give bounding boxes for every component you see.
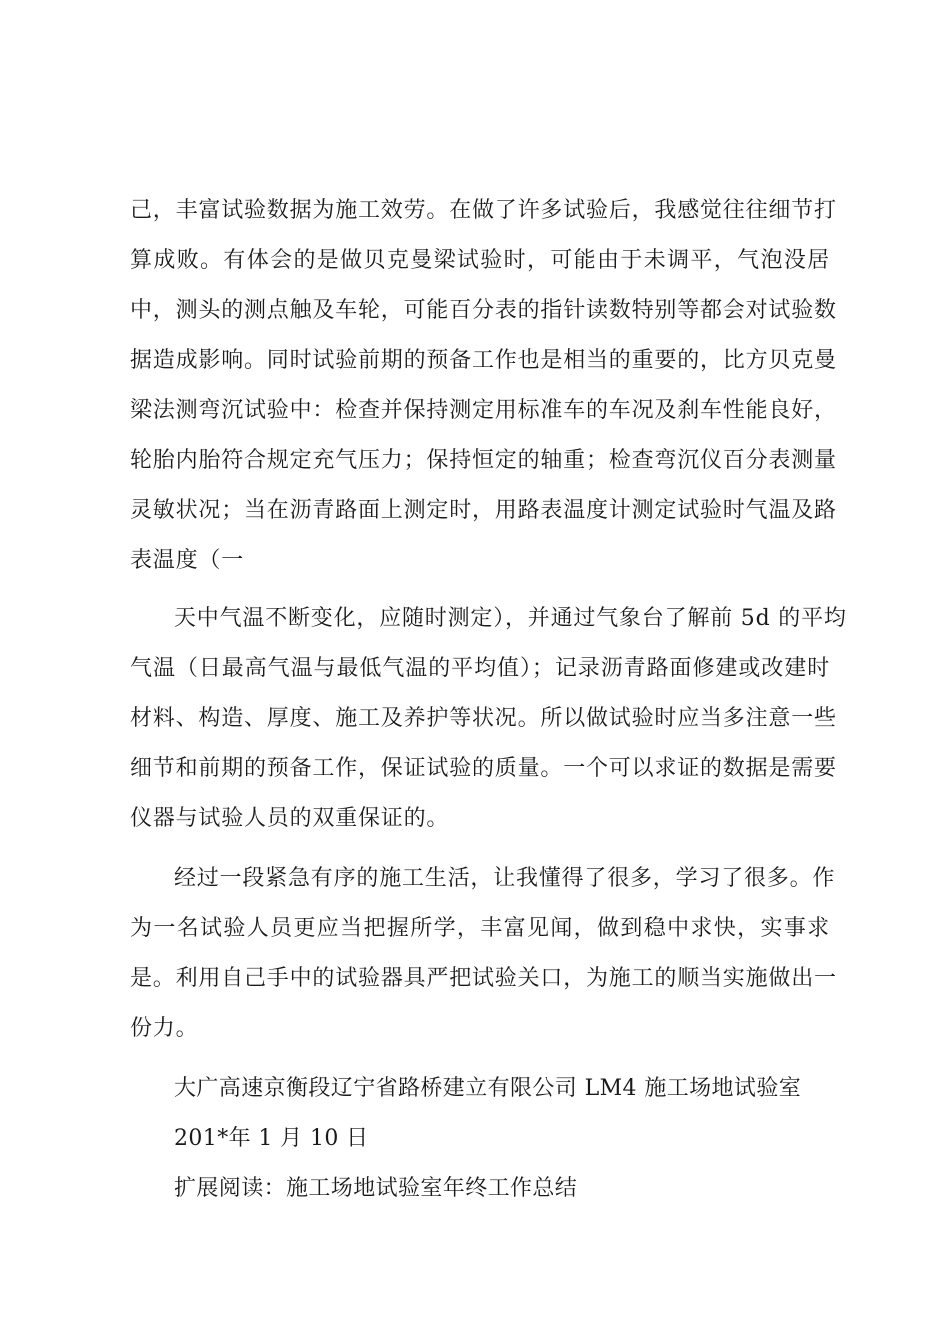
paragraph-line: 表温度（一 [130, 548, 245, 573]
document-date: 201*年 1 月 10 日 [174, 1126, 369, 1151]
paragraph-line: 据造成影响。同时试验前期的预备工作也是相当的重要的，比方贝克曼 [130, 348, 837, 373]
signature-block [130, 1064, 830, 1214]
paragraph-line: 材料、构造、厚度、施工及养护等状况。所以做试验时应当多注意一些 [130, 706, 837, 731]
paragraph-line: 算成败。有体会的是做贝克曼梁试验时，可能由于未调平，气泡没居 [130, 248, 830, 273]
paragraph-line: 轮胎内胎符合规定充气压力；保持恒定的轴重；检查弯沉仪百分表测量 [130, 448, 837, 473]
paragraph-line: 经过一段紧急有序的施工生活，让我懂得了很多，学习了很多。作 [174, 866, 836, 891]
paragraph-3 [130, 854, 837, 1054]
document-body [130, 186, 847, 1214]
paragraph-line: 是。利用自己手中的试验器具严把试验关口，为施工的顺当实施做出一 [130, 966, 837, 991]
paragraph-line: 为一名试验人员更应当把握所学，丰富见闻，做到稳中求快，实事求 [130, 916, 830, 941]
paragraph-line: 细节和前期的预备工作，保证试验的质量。一个可以求证的数据是需要 [130, 756, 837, 781]
paragraph-line: 中，测头的测点触及车轮，可能百分表的指针读数特别等都会对试验数 [130, 298, 837, 323]
organization-name: 大广高速京衡段辽宁省路桥建立有限公司 LM4 施工场地试验室 [174, 1076, 802, 1101]
paragraph-line: 梁法测弯沉试验中：检查并保持测定用标准车的车况及刹车性能良好， [130, 398, 837, 423]
paragraph-line: 份力。 [130, 1016, 199, 1041]
paragraph-line: 灵敏状况；当在沥青路面上测定时，用路表温度计测定试验时气温及路 [130, 498, 837, 523]
paragraph-2 [130, 594, 847, 844]
paragraph-line: 己，丰富试验数据为施工效劳。在做了许多试验后，我感觉往往细节打 [130, 198, 837, 223]
paragraph-1 [130, 186, 837, 586]
paragraph-line: 天中气温不断变化，应随时测定），并通过气象台了解前 5d 的平均 [174, 606, 847, 631]
further-reading-link: 扩展阅读：施工场地试验室年终工作总结 [174, 1176, 578, 1201]
paragraph-line: 气温（日最高气温与最低气温的平均值）；记录沥青路面修建或改建时 [130, 656, 830, 681]
paragraph-line: 仪器与试验人员的双重保证的。 [130, 806, 450, 831]
